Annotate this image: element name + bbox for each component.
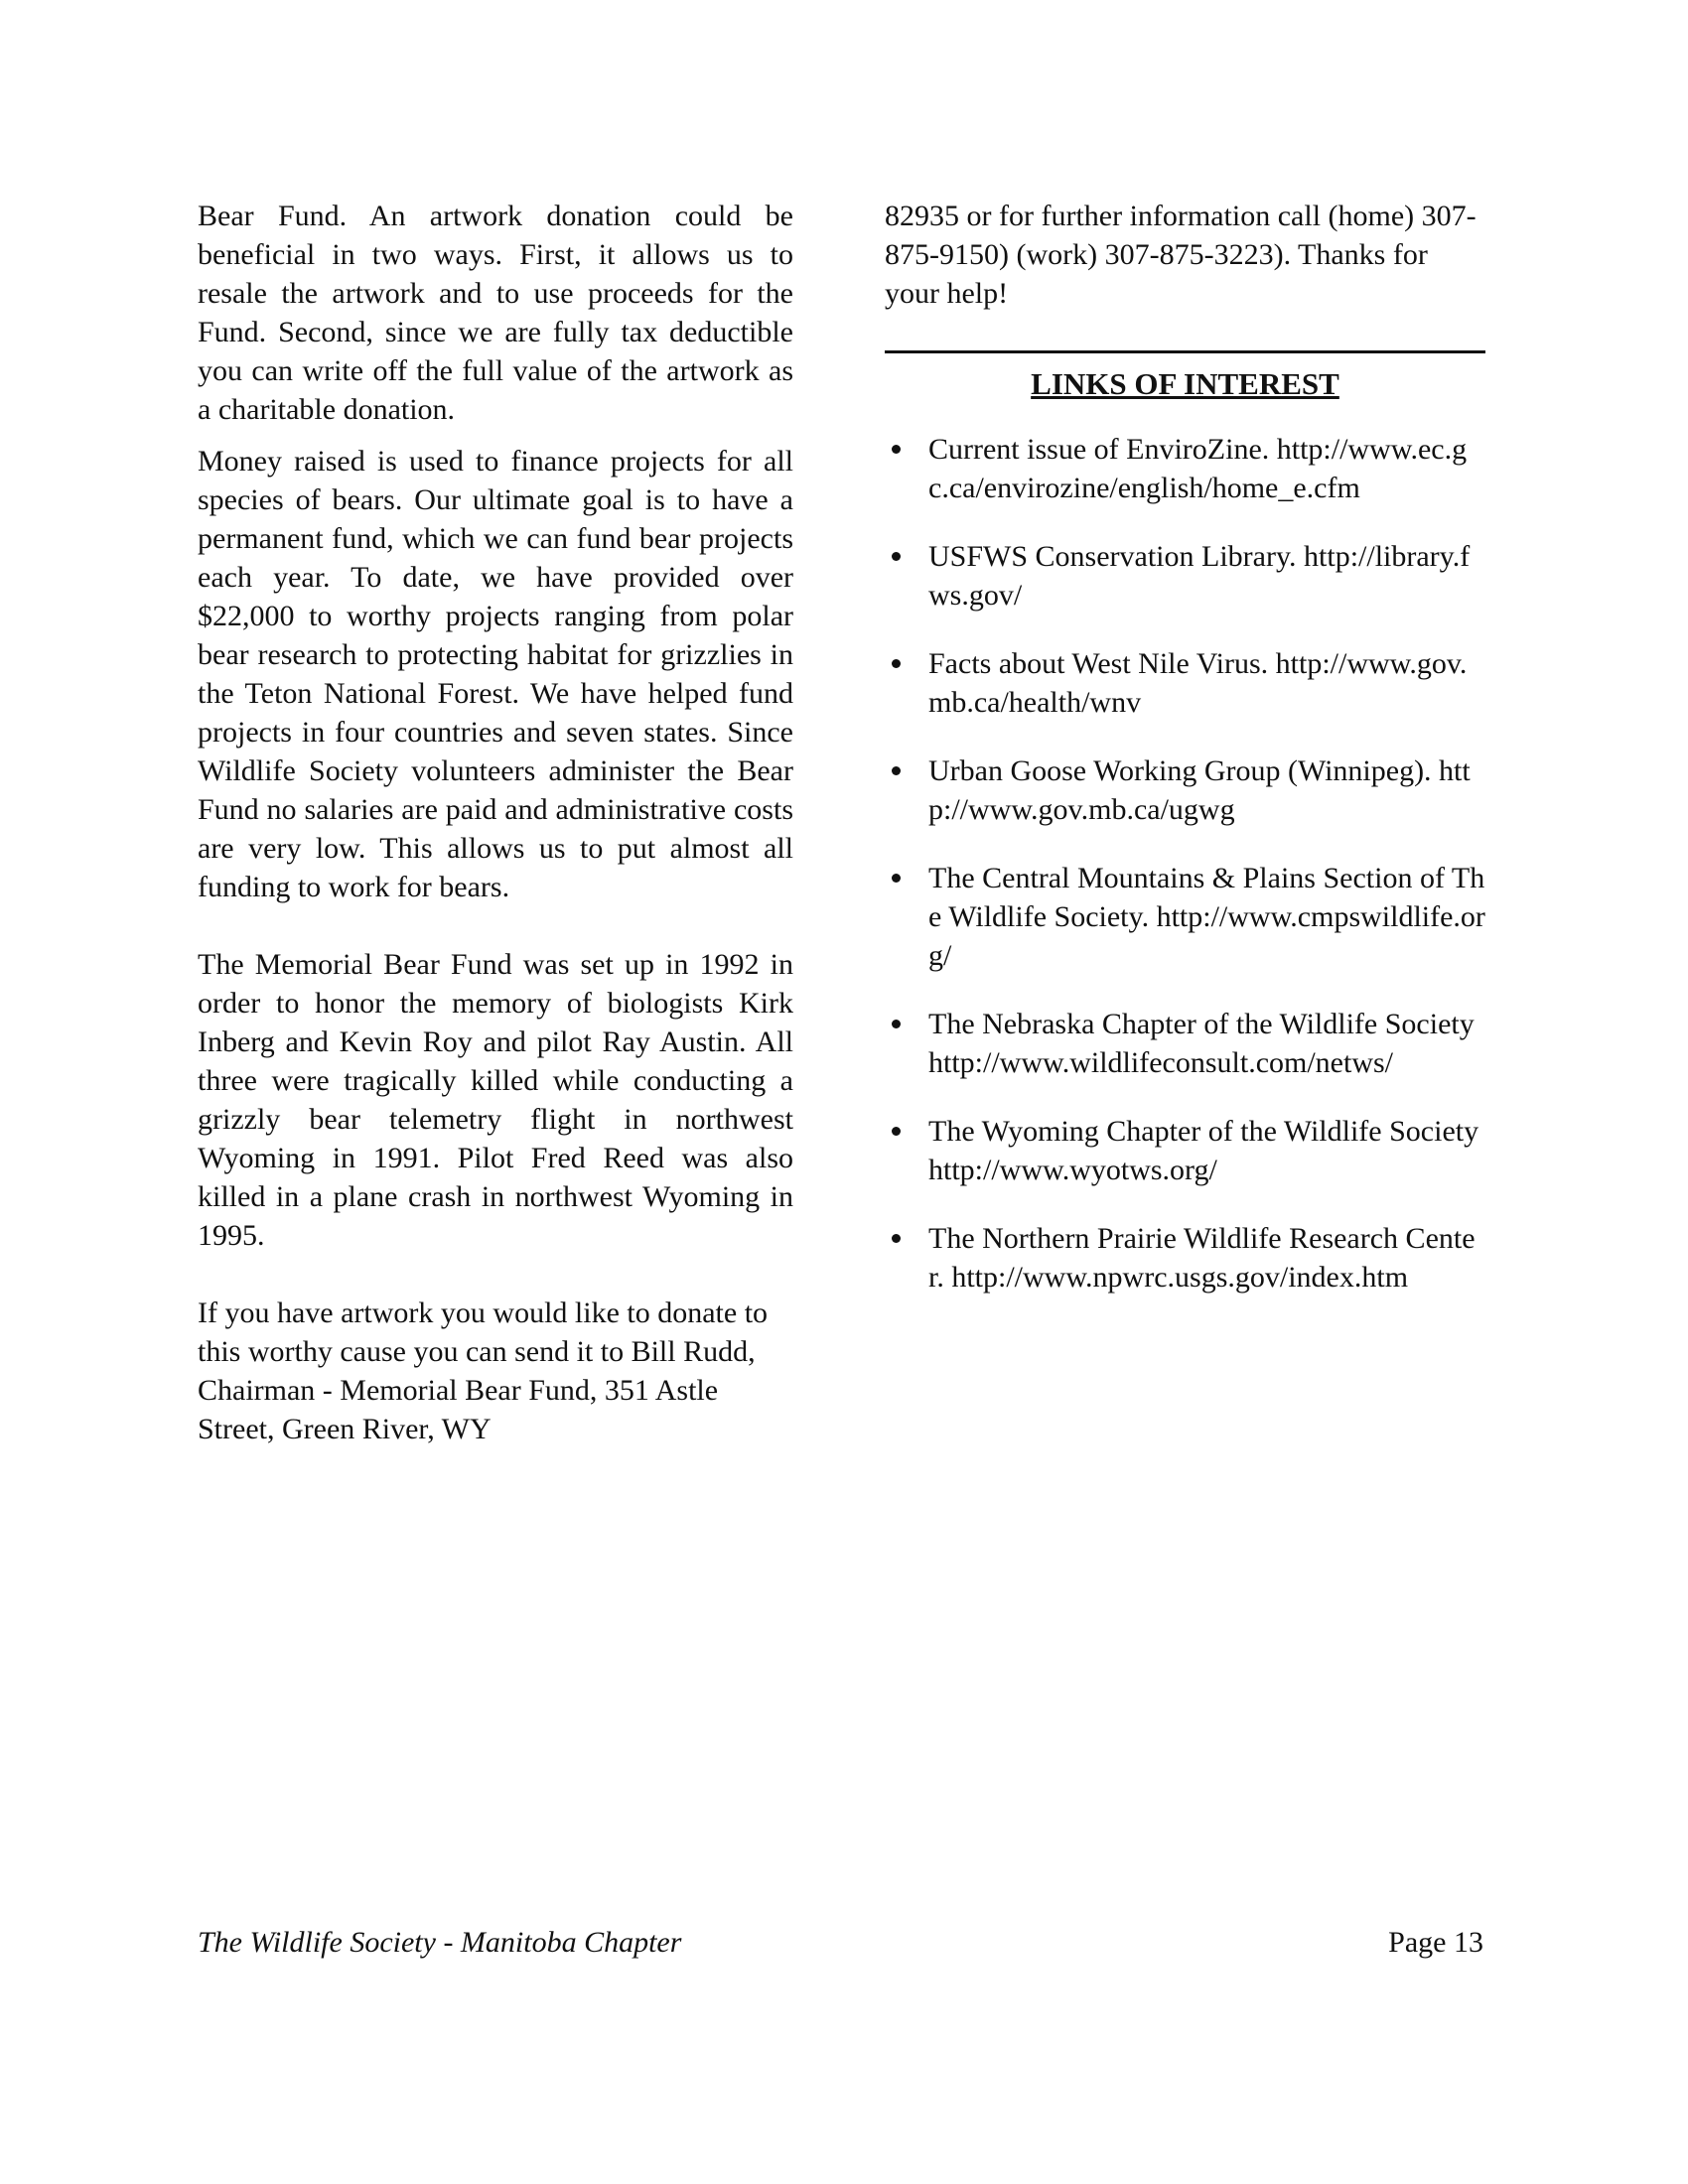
bullet-icon <box>892 874 901 883</box>
paragraph-send-artwork: If you have artwork you would like to donate to this worthy cause you can send it to Bill Rudd, Chairman - Memorial Bear Fund, 351 Astle Street, Green River, WY <box>198 1297 769 1445</box>
page-number: Page 13 <box>1388 1926 1483 1959</box>
bullet-icon <box>892 445 901 454</box>
list-item[interactable] <box>885 537 1485 614</box>
right-column <box>885 197 1485 1326</box>
link-cmps[interactable]: The Central Mountains & Plains Section of The Wildlife Society. http://www.cmpswildlife.org/ <box>928 862 1485 972</box>
list-item[interactable] <box>885 644 1485 722</box>
section-divider <box>885 350 1485 353</box>
list-item[interactable] <box>885 430 1485 507</box>
paragraph-memorial-history: The Memorial Bear Fund was set up in 1992 in order to honor the memory of biologists Kirk Inberg and Kevin Roy and pilot Ray Austin. All three were tragically killed while conducting a grizzly bear telemetry flight in northwest Wyoming in 1991. Pilot Fred Reed was also killed in a plane crash in northwest Wyoming in 1995. <box>198 948 793 1252</box>
link-urban-goose[interactable]: Urban Goose Working Group (Winnipeg). http://www.gov.mb.ca/ugwg <box>928 754 1471 826</box>
link-envirozine[interactable]: Current issue of EnviroZine. http://www.ec.gc.ca/envirozine/english/home_e.cfm <box>928 433 1468 504</box>
bullet-icon <box>892 552 901 561</box>
bullet-icon <box>892 766 901 775</box>
link-nebraska-chapter[interactable]: The Nebraska Chapter of the Wildlife Society http://www.wildlifeconsult.com/netws/ <box>928 1008 1475 1079</box>
left-column <box>198 197 793 1448</box>
list-item[interactable] <box>885 1005 1485 1082</box>
bullet-icon <box>892 1020 901 1028</box>
links-heading: LINKS OF INTEREST <box>1031 366 1339 401</box>
bullet-icon <box>892 1127 901 1136</box>
link-west-nile[interactable]: Facts about West Nile Virus. http://www.gov.mb.ca/health/wnv <box>928 647 1468 719</box>
list-item[interactable] <box>885 751 1485 829</box>
link-usfws-library[interactable]: USFWS Conservation Library. http://library.fws.gov/ <box>928 540 1471 612</box>
paragraph-money-raised: Money raised is used to finance projects for all species of bears. Our ultimate goal is to have a permanent fund, which we can fund bear projects each year. To date, we have provided over $22,000 to worthy projects ranging from polar bear research to protecting habitat for grizzlies in the Teton National Forest. We have helped fund projects in four countries and seven states. Since Wildlife Society volunteers administer the Bear Fund no salaries are paid and administrative costs are very low. This allows us to put almost all funding to work for bears. <box>198 445 793 903</box>
bullet-icon <box>892 659 901 668</box>
paragraph-artwork-donation: Bear Fund. An artwork donation could be beneficial in two ways. First, it allows us to resale the artwork and to use proceeds for the Fund. Second, since we are fully tax deductible you can write off the full value of the artwork as a charitable donation. <box>198 200 793 426</box>
footer-publication: The Wildlife Society - Manitoba Chapter <box>198 1926 682 1959</box>
link-npwrc[interactable]: The Northern Prairie Wildlife Research Center. http://www.npwrc.usgs.gov/index.htm <box>928 1222 1476 1294</box>
links-list <box>885 430 1485 1297</box>
list-item[interactable] <box>885 1219 1485 1297</box>
link-wyoming-chapter[interactable]: The Wyoming Chapter of the Wildlife Society http://www.wyotws.org/ <box>928 1115 1479 1186</box>
list-item[interactable] <box>885 859 1485 975</box>
paragraph-contact-continuation: 82935 or for further information call (home) 307-875-9150) (work) 307-875-3223). Thanks for your help! <box>885 200 1477 310</box>
list-item[interactable] <box>885 1112 1485 1189</box>
bullet-icon <box>892 1234 901 1243</box>
